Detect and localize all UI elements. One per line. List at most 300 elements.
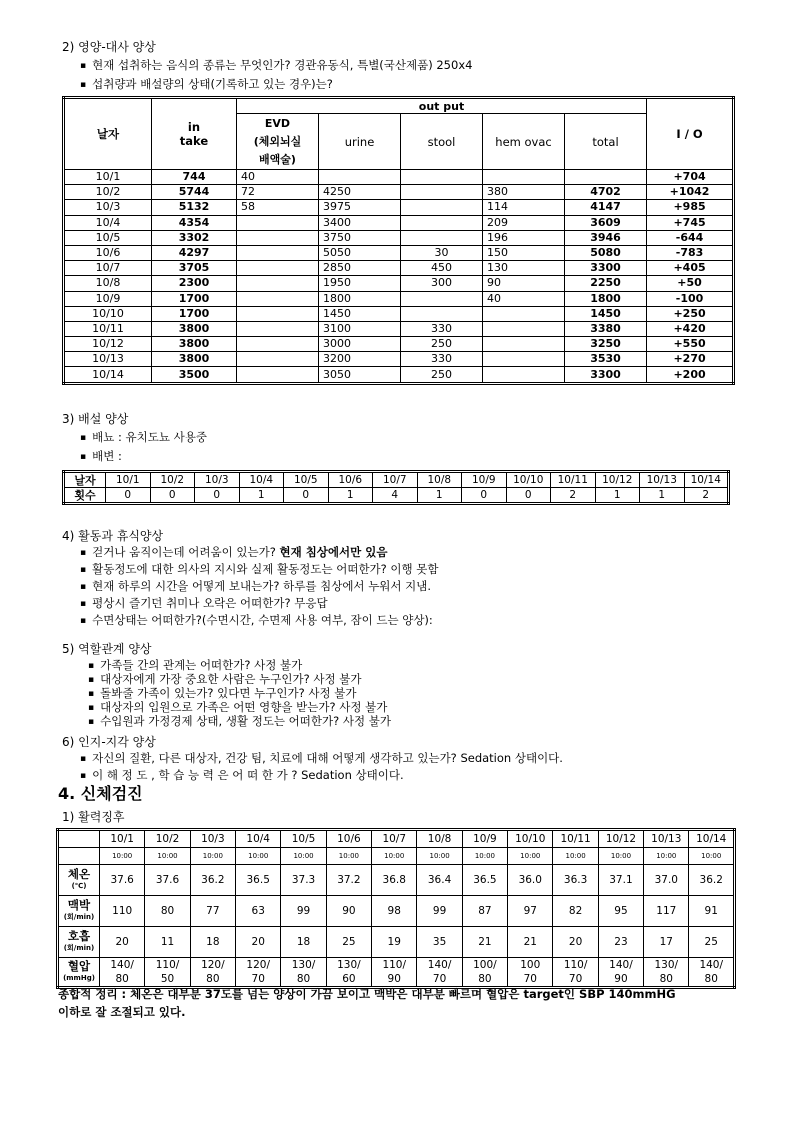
io-header-urine: urine [319, 114, 401, 170]
io-cell-urine [319, 170, 401, 185]
io-cell-total: 4702 [565, 185, 647, 200]
temp-cell: 36.5 [462, 865, 507, 896]
io-cell-intake: 3800 [152, 337, 237, 352]
vital-date-cell: 10/6 [326, 830, 371, 848]
io-cell-evd [237, 230, 319, 245]
temp-cell: 36.3 [553, 865, 598, 896]
vital-date-cell: 10/8 [417, 830, 462, 848]
stool-count-cell: 1 [417, 488, 462, 504]
bp-diastolic-cell: 80 [689, 972, 735, 988]
io-cell-evd: 40 [237, 170, 319, 185]
temp-cell: 36.4 [417, 865, 462, 896]
section-nutrition-title: 2) 영양-대사 양상 [62, 40, 156, 54]
io-cell-date: 10/7 [64, 261, 152, 276]
vital-date-cell: 10/9 [462, 830, 507, 848]
vital-time-cell: 10:00 [553, 848, 598, 865]
pulse-cell: 87 [462, 896, 507, 927]
io-cell-total: 2250 [565, 276, 647, 291]
io-header-output: out put [237, 98, 647, 114]
io-cell-stool [401, 200, 483, 215]
io-cell-io: +704 [647, 170, 734, 185]
io-cell-urine: 3975 [319, 200, 401, 215]
io-cell-total: 3530 [565, 352, 647, 367]
resp-cell: 20 [100, 927, 145, 958]
io-cell-urine: 1800 [319, 291, 401, 306]
pulse-label: 맥박 (회/min) [58, 896, 100, 927]
resp-cell: 20 [236, 927, 281, 958]
activity-bullet-3: ▪ 현재 하루의 시간을 어떻게 보내는가? 하루를 침상에서 누워서 지냄. [80, 578, 431, 594]
bp-label: 혈압 (mmHg) [58, 958, 100, 988]
vital-date-cell: 10/5 [281, 830, 326, 848]
vital-time-cell: 10:00 [372, 848, 417, 865]
io-cell-total: 4147 [565, 200, 647, 215]
io-cell-evd [237, 245, 319, 260]
role-bullet-5: ▪ 수입원과 가정경제 상태, 생활 정도는 어떠한가? 사정 불가 [88, 713, 391, 729]
vital-corner-cell [58, 830, 100, 848]
temp-cell: 36.8 [372, 865, 417, 896]
io-cell-evd [237, 291, 319, 306]
temp-cell: 36.2 [689, 865, 735, 896]
io-cell-total [565, 170, 647, 185]
io-cell-intake: 3800 [152, 352, 237, 367]
bp-diastolic-cell: 50 [145, 972, 190, 988]
pulse-cell: 110 [100, 896, 145, 927]
bp-diastolic-cell: 80 [644, 972, 689, 988]
io-cell-date: 10/13 [64, 352, 152, 367]
temp-cell: 37.6 [145, 865, 190, 896]
io-cell-urine: 5050 [319, 245, 401, 260]
io-table-row [64, 367, 734, 383]
io-cell-date: 10/9 [64, 291, 152, 306]
io-cell-intake: 5744 [152, 185, 237, 200]
activity-bullet-4: ▪ 평상시 즐기던 취미나 오락은 어떠한가? 무응답 [80, 595, 328, 611]
io-cell-urine: 1450 [319, 306, 401, 321]
io-table-row [64, 230, 734, 245]
stool-count-cell: 1 [328, 488, 373, 504]
io-cell-hemovac: 40 [483, 291, 565, 306]
stool-date-cell: 10/14 [684, 472, 729, 488]
stool-count-cell: 0 [106, 488, 151, 504]
pulse-cell: 99 [417, 896, 462, 927]
io-cell-urine: 3100 [319, 321, 401, 336]
pulse-cell: 91 [689, 896, 735, 927]
vital-time-cell: 10:00 [145, 848, 190, 865]
io-cell-total: 3946 [565, 230, 647, 245]
io-cell-io: +50 [647, 276, 734, 291]
io-cell-urine: 3750 [319, 230, 401, 245]
stool-count-cell: 0 [195, 488, 240, 504]
io-cell-stool: 30 [401, 245, 483, 260]
bp-diastolic-cell: 90 [598, 972, 643, 988]
vital-time-row [58, 848, 735, 865]
stool-count-cell: 1 [595, 488, 640, 504]
io-cell-evd [237, 352, 319, 367]
io-cell-hemovac: 130 [483, 261, 565, 276]
io-cell-intake: 3500 [152, 367, 237, 383]
io-cell-date: 10/2 [64, 185, 152, 200]
section-elimination-title: 3) 배설 양상 [62, 412, 129, 426]
role-bullet-2: ▪ 대상자에게 가장 중요한 사람은 누구인가? 사정 불가 [88, 671, 361, 687]
io-cell-intake: 3800 [152, 321, 237, 336]
resp-cell: 18 [190, 927, 235, 958]
bp-systolic-cell: 140/ [100, 958, 145, 973]
io-cell-date: 10/10 [64, 306, 152, 321]
io-cell-stool: 250 [401, 337, 483, 352]
vital-date-cell: 10/12 [598, 830, 643, 848]
io-cell-stool: 330 [401, 321, 483, 336]
bp-systolic-cell: 120/ [190, 958, 235, 973]
io-cell-date: 10/8 [64, 276, 152, 291]
io-cell-urine: 1950 [319, 276, 401, 291]
role-bullet-4: ▪ 대상자의 입원으로 가족은 어떤 영향을 받는가? 사정 불가 [88, 699, 387, 715]
bp-diastolic-cell: 60 [326, 972, 371, 988]
bp-diastolic-cell: 80 [281, 972, 326, 988]
vital-date-cell: 10/10 [508, 830, 553, 848]
section-activity-title: 4) 활동과 휴식양상 [62, 529, 164, 543]
io-cell-io: +270 [647, 352, 734, 367]
nutrition-bullet-2: ▪ 섭취량과 배설량의 상태(기록하고 있는 경우)는? [80, 76, 333, 92]
stool-header-date: 날자 [64, 472, 106, 488]
io-cell-intake: 4354 [152, 215, 237, 230]
io-cell-urine: 4250 [319, 185, 401, 200]
io-cell-urine: 2850 [319, 261, 401, 276]
io-cell-total: 3300 [565, 367, 647, 383]
pulse-cell: 77 [190, 896, 235, 927]
resp-cell: 25 [689, 927, 735, 958]
io-cell-date: 10/4 [64, 215, 152, 230]
io-header-hemovac: hem ovac [483, 114, 565, 170]
temp-cell: 36.0 [508, 865, 553, 896]
stool-count-cell: 0 [462, 488, 507, 504]
io-table-row [64, 245, 734, 260]
io-table-row [64, 321, 734, 336]
resp-cell: 21 [508, 927, 553, 958]
io-cell-io: +550 [647, 337, 734, 352]
resp-cell: 17 [644, 927, 689, 958]
bp-systolic-cell: 110/ [372, 958, 417, 973]
io-cell-total: 1450 [565, 306, 647, 321]
io-cell-date: 10/6 [64, 245, 152, 260]
vital-date-cell: 10/14 [689, 830, 735, 848]
stool-count-cell: 0 [284, 488, 329, 504]
io-cell-hemovac [483, 321, 565, 336]
io-cell-io: -100 [647, 291, 734, 306]
io-table-row [64, 261, 734, 276]
io-cell-intake: 3705 [152, 261, 237, 276]
io-cell-evd: 58 [237, 200, 319, 215]
io-table-row [64, 170, 734, 185]
temp-cell: 37.2 [326, 865, 371, 896]
io-cell-evd: 72 [237, 185, 319, 200]
temp-cell: 36.5 [236, 865, 281, 896]
elimination-bullet-stool: ▪ 배변 : [80, 448, 122, 464]
stool-date-cell: 10/6 [328, 472, 373, 488]
io-cell-hemovac: 380 [483, 185, 565, 200]
io-cell-intake: 4297 [152, 245, 237, 260]
role-bullet-1: ▪ 가족들 간의 관계는 어떠한가? 사정 불가 [88, 657, 302, 673]
io-cell-io: +250 [647, 306, 734, 321]
io-cell-hemovac: 114 [483, 200, 565, 215]
io-cell-date: 10/5 [64, 230, 152, 245]
io-cell-io: +1042 [647, 185, 734, 200]
activity-bullet-2: ▪ 활동정도에 대한 의사의 지시와 실제 활동정도는 어떠한가? 이행 못함 [80, 561, 439, 577]
vital-time-cell: 10:00 [100, 848, 145, 865]
stool-date-cell: 10/13 [640, 472, 685, 488]
vital-date-cell: 10/2 [145, 830, 190, 848]
io-cell-hemovac: 196 [483, 230, 565, 245]
vital-date-cell: 10/4 [236, 830, 281, 848]
bp-systolic-cell: 140/ [417, 958, 462, 973]
stool-count-cell: 4 [373, 488, 418, 504]
pulse-row [58, 896, 735, 927]
io-cell-evd [237, 306, 319, 321]
pulse-cell: 99 [281, 896, 326, 927]
bp-diastolic-cell: 80 [190, 972, 235, 988]
bp-diastolic-cell: 70 [236, 972, 281, 988]
temp-cell: 37.1 [598, 865, 643, 896]
io-cell-urine: 3400 [319, 215, 401, 230]
io-cell-stool [401, 230, 483, 245]
io-cell-hemovac: 209 [483, 215, 565, 230]
stool-count-cell: 2 [551, 488, 596, 504]
stool-date-cell: 10/5 [284, 472, 329, 488]
io-cell-stool [401, 215, 483, 230]
io-cell-intake: 5132 [152, 200, 237, 215]
vital-time-cell: 10:00 [326, 848, 371, 865]
io-cell-stool: 250 [401, 367, 483, 383]
stool-count-cell: 0 [506, 488, 551, 504]
section-role-title: 5) 역할관계 양상 [62, 642, 152, 656]
temp-cell: 37.6 [100, 865, 145, 896]
resp-cell: 18 [281, 927, 326, 958]
io-cell-evd [237, 321, 319, 336]
vital-time-cell: 10:00 [417, 848, 462, 865]
bp-diastolic-cell: 90 [372, 972, 417, 988]
stool-count-cell: 1 [640, 488, 685, 504]
intake-output-table [62, 96, 735, 385]
section-cognition-title: 6) 인지-지각 양상 [62, 735, 156, 749]
resp-cell: 21 [462, 927, 507, 958]
temp-row [58, 865, 735, 896]
io-cell-evd [237, 367, 319, 383]
io-cell-stool [401, 185, 483, 200]
stool-date-cell: 10/4 [239, 472, 284, 488]
vital-date-cell: 10/3 [190, 830, 235, 848]
stool-count-cell: 0 [150, 488, 195, 504]
io-cell-io: -644 [647, 230, 734, 245]
temp-cell: 37.3 [281, 865, 326, 896]
io-cell-io: +200 [647, 367, 734, 383]
io-header-stool: stool [401, 114, 483, 170]
bp-systolic-cell: 140/ [689, 958, 735, 973]
vital-signs-title: 1) 활력징후 [62, 810, 125, 824]
io-cell-urine: 3000 [319, 337, 401, 352]
io-header-total: total [565, 114, 647, 170]
bp-diastolic-cell: 70 [417, 972, 462, 988]
io-cell-evd [237, 215, 319, 230]
vital-date-cell: 10/7 [372, 830, 417, 848]
io-cell-io: -783 [647, 245, 734, 260]
vital-time-cell: 10:00 [644, 848, 689, 865]
nutrition-bullet-1: ▪ 현재 섭취하는 음식의 종류는 무엇인가? 경관유동식, 특별(국산제품) 250x4 [80, 57, 472, 73]
bp-diastolic-cell: 80 [462, 972, 507, 988]
bp-systolic-cell: 110/ [145, 958, 190, 973]
io-table-row [64, 185, 734, 200]
stool-date-cell: 10/3 [195, 472, 240, 488]
io-cell-total: 3250 [565, 337, 647, 352]
io-cell-evd [237, 276, 319, 291]
pulse-cell: 80 [145, 896, 190, 927]
resp-cell: 11 [145, 927, 190, 958]
vital-signs-table [56, 828, 736, 989]
io-cell-date: 10/3 [64, 200, 152, 215]
io-table-row [64, 337, 734, 352]
io-table-row [64, 215, 734, 230]
io-cell-stool [401, 291, 483, 306]
vital-date-row [58, 830, 735, 848]
bp-row [58, 958, 735, 973]
stool-date-cell: 10/2 [150, 472, 195, 488]
resp-cell: 35 [417, 927, 462, 958]
resp-cell: 20 [553, 927, 598, 958]
summary-line-1: 종합적 정리 : 체온은 대부분 37도를 넘는 양상이 가끔 보이고 맥박은 대부분 빠르며 혈압은 target인 SBP 140mmHG [58, 987, 676, 1001]
io-cell-urine: 3200 [319, 352, 401, 367]
io-header-date: 날자 [64, 98, 152, 170]
io-cell-intake: 1700 [152, 306, 237, 321]
io-cell-total: 3300 [565, 261, 647, 276]
io-cell-hemovac [483, 170, 565, 185]
elimination-bullet-urine: ▪ 배뇨 : 유치도뇨 사용중 [80, 429, 207, 445]
io-cell-date: 10/12 [64, 337, 152, 352]
vital-time-cell: 10:00 [598, 848, 643, 865]
bp-systolic-cell: 140/ [598, 958, 643, 973]
io-cell-hemovac [483, 306, 565, 321]
resp-cell: 23 [598, 927, 643, 958]
vital-time-cell: 10:00 [281, 848, 326, 865]
bp-diastolic-cell: 70 [553, 972, 598, 988]
io-cell-total: 3609 [565, 215, 647, 230]
vital-corner-cell [58, 848, 100, 865]
stool-date-cell: 10/10 [506, 472, 551, 488]
bp-systolic-cell: 100/ [462, 958, 507, 973]
pulse-cell: 117 [644, 896, 689, 927]
activity-bullet-1: ▪ 걷거나 움직이는데 어려움이 있는가? 현재 침상에서만 있음 [80, 544, 387, 560]
io-cell-urine: 3050 [319, 367, 401, 383]
pulse-cell: 63 [236, 896, 281, 927]
io-cell-hemovac: 90 [483, 276, 565, 291]
stool-date-cell: 10/9 [462, 472, 507, 488]
stool-date-cell: 10/7 [373, 472, 418, 488]
io-cell-evd [237, 261, 319, 276]
stool-count-table [62, 470, 730, 505]
bp-diastolic-cell: 80 [100, 972, 145, 988]
io-cell-hemovac [483, 352, 565, 367]
io-cell-hemovac [483, 337, 565, 352]
stool-date-cell: 10/1 [106, 472, 151, 488]
summary-line-2: 이하로 잘 조절되고 있다. [58, 1005, 186, 1019]
pulse-cell: 90 [326, 896, 371, 927]
io-cell-stool: 450 [401, 261, 483, 276]
vital-time-cell: 10:00 [462, 848, 507, 865]
bp-systolic-cell: 100 [508, 958, 553, 973]
resp-row [58, 927, 735, 958]
io-table-row [64, 352, 734, 367]
vital-time-cell: 10:00 [689, 848, 735, 865]
vital-time-cell: 10:00 [236, 848, 281, 865]
io-cell-hemovac: 150 [483, 245, 565, 260]
io-table-row [64, 291, 734, 306]
io-cell-total: 3380 [565, 321, 647, 336]
bp-systolic-cell: 130/ [281, 958, 326, 973]
io-cell-total: 5080 [565, 245, 647, 260]
io-cell-io: +405 [647, 261, 734, 276]
bp-systolic-cell: 110/ [553, 958, 598, 973]
io-table-row [64, 200, 734, 215]
pulse-cell: 82 [553, 896, 598, 927]
io-cell-stool: 300 [401, 276, 483, 291]
bp-systolic-cell: 120/ [236, 958, 281, 973]
vital-date-cell: 10/13 [644, 830, 689, 848]
vital-time-cell: 10:00 [190, 848, 235, 865]
cognition-bullet-1: ▪ 자신의 질환, 다른 대상자, 건강 팀, 치료에 대해 어떻게 생각하고 있는가? Sedation 상태이다. [80, 750, 563, 766]
io-cell-hemovac [483, 367, 565, 383]
io-cell-intake: 744 [152, 170, 237, 185]
io-cell-total: 1800 [565, 291, 647, 306]
io-table-row [64, 276, 734, 291]
io-cell-intake: 3302 [152, 230, 237, 245]
stool-header-count: 횟수 [64, 488, 106, 504]
io-cell-io: +985 [647, 200, 734, 215]
stool-count-cell: 1 [239, 488, 284, 504]
cognition-bullet-2: ▪ 이 해 정 도 , 학 습 능 력 은 어 떠 한 가 ? Sedation 상태이다. [80, 767, 404, 783]
io-header-io: I / O [647, 98, 734, 170]
resp-cell: 19 [372, 927, 417, 958]
io-cell-io: +745 [647, 215, 734, 230]
resp-cell: 25 [326, 927, 371, 958]
activity-bullet-5: ▪ 수면상태는 어떠한가?(수면시간, 수면제 사용 여부, 잠이 드는 양상): [80, 612, 433, 628]
io-table-row [64, 306, 734, 321]
bp-systolic-cell: 130/ [326, 958, 371, 973]
stool-date-cell: 10/11 [551, 472, 596, 488]
io-header-evd: EVD (체외뇌실 배액술) [237, 114, 319, 170]
io-cell-stool [401, 170, 483, 185]
role-bullet-3: ▪ 돌봐줄 가족이 있는가? 있다면 누구인가? 사정 불가 [88, 685, 356, 701]
io-header-intake: in take [152, 98, 237, 170]
vital-time-cell: 10:00 [508, 848, 553, 865]
stool-date-cell: 10/12 [595, 472, 640, 488]
physical-exam-heading: 4. 신체검진 [58, 784, 143, 803]
io-cell-stool [401, 306, 483, 321]
stool-date-cell: 10/8 [417, 472, 462, 488]
bp-diastolic-cell: 70 [508, 972, 553, 988]
stool-count-cell: 2 [684, 488, 729, 504]
pulse-cell: 98 [372, 896, 417, 927]
io-cell-date: 10/1 [64, 170, 152, 185]
io-cell-evd [237, 337, 319, 352]
pulse-cell: 95 [598, 896, 643, 927]
io-cell-date: 10/11 [64, 321, 152, 336]
io-cell-intake: 2300 [152, 276, 237, 291]
vital-date-cell: 10/1 [100, 830, 145, 848]
io-cell-stool: 330 [401, 352, 483, 367]
vital-date-cell: 10/11 [553, 830, 598, 848]
temp-cell: 36.2 [190, 865, 235, 896]
bp-systolic-cell: 130/ [644, 958, 689, 973]
io-cell-date: 10/14 [64, 367, 152, 383]
temp-cell: 37.0 [644, 865, 689, 896]
temp-label: 체온 (℃) [58, 865, 100, 896]
io-cell-io: +420 [647, 321, 734, 336]
